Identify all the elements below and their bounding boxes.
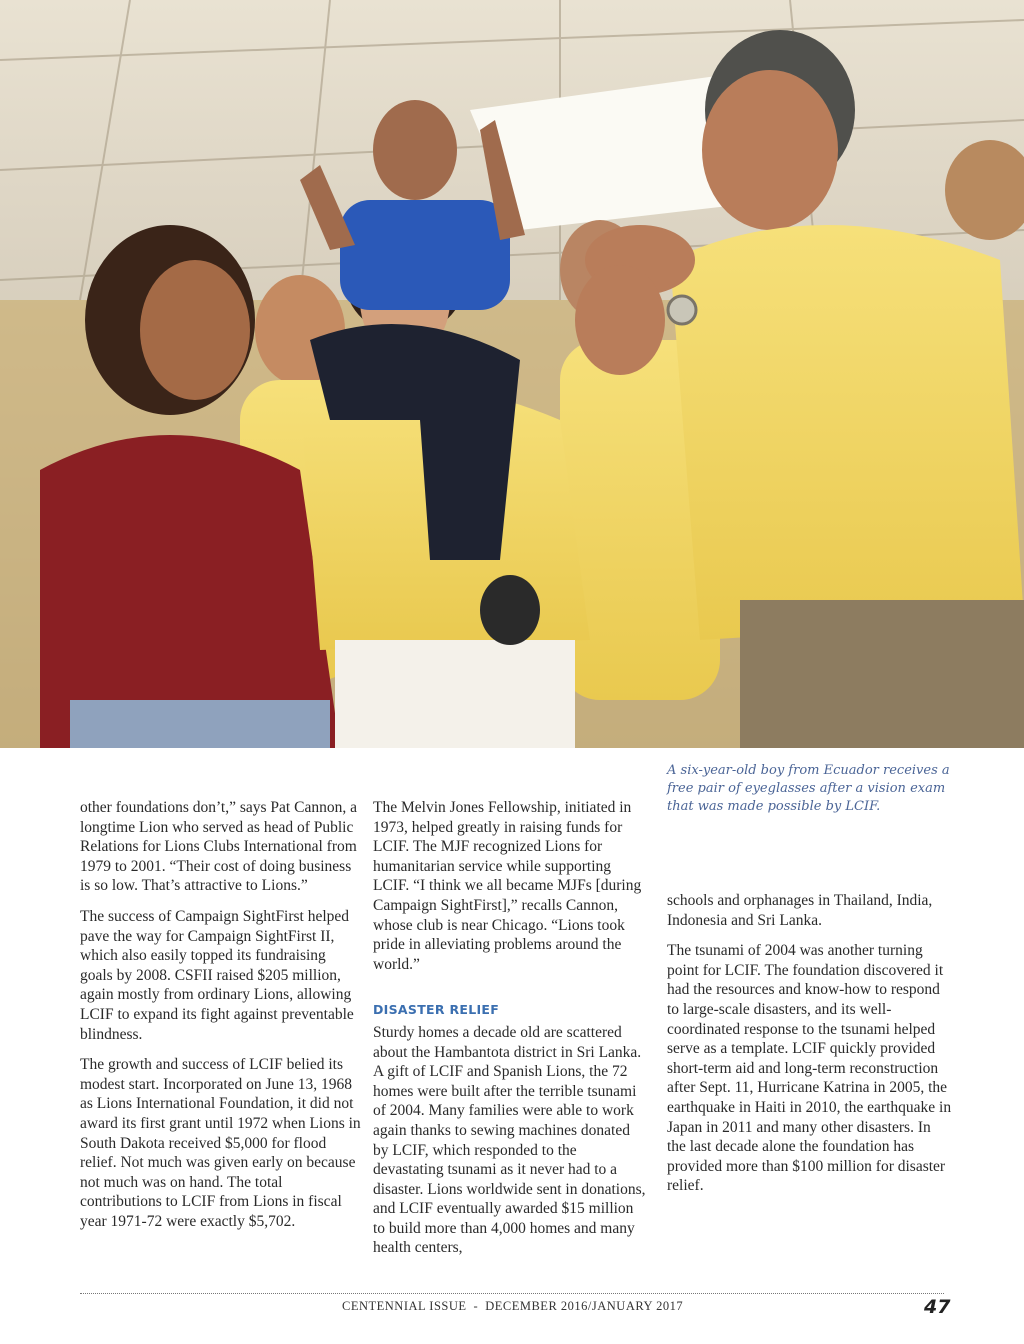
- page-number: 47: [924, 1296, 951, 1318]
- footer-issue-date: DECEMBER 2016/JANUARY 2017: [485, 1299, 684, 1313]
- footer-issue-line: [342, 1299, 683, 1314]
- paragraph: The tsunami of 2004 was another turning point for LCIF. The foundation discovered it had the resources and know-how to respond to large-scale disasters, and its well-coordinated response to the tsunami helped serve as a template. LCIF quickly provided short-term aid and long-term reconstruction after Sept. 11, Hurricane Katrina in 2005, the earthquake in Haiti in 2010, the earthquake in Japan in 2011 and many other disasters. In the last decade alone the foundation has provided more than $100 million for disaster relief.: [667, 942, 952, 1195]
- paragraph: other foundations don’t,” says Pat Cannon, a longtime Lion who served as head of Public Relations for Lions Clubs International from 1979 to 2001. “Their cost of doing business is so low. That’s attractive to Lions.”: [80, 799, 357, 895]
- article-column-3: [667, 891, 952, 1207]
- paragraph: schools and orphanages in Thailand, India, Indonesia and Sri Lanka.: [667, 892, 933, 929]
- paragraph: The growth and success of LCIF belied its modest start. Incorporated on June 13, 1968 as Lions International Foundation, it did not award its first grant until 1972 when Lions in South Dakota received $5,000 for flood relief. Not much was given early on because not much was on hand. The total contributions to LCIF from Lions in fiscal year 1971-72 were exactly $5,702.: [80, 1056, 361, 1230]
- footer-divider: [80, 1293, 944, 1294]
- photo-caption: A six-year-old boy from Ecuador receives a free pair of eyeglasses after a vision exam that was made possible by LCIF.: [667, 763, 950, 814]
- article-column-2: [373, 798, 647, 1269]
- paragraph: The Melvin Jones Fellowship, initiated in 1973, helped greatly in raising funds for LCIF. The MJF recognized Lions for humanitarian service while supporting LCIF. “I think we all became MJFs [during Campaign SightFirst],” recalls Cannon, whose club is near Chicago. “Lions took pride in alleviating problems around the world.”: [373, 799, 642, 973]
- footer-separator: -: [473, 1299, 479, 1313]
- article-column-1: [80, 798, 362, 1242]
- section-heading: DISASTER RELIEF: [373, 1002, 500, 1018]
- paragraph: The success of Campaign SightFirst helped pave the way for Campaign SightFirst II, which also easily topped its fundraising goals by 2008. CSFII raised $205 million, again mostly from ordinary Lions, allowing LCIF to expand its fight against preventable blindness.: [80, 907, 354, 1043]
- footer-issue-name: CENTENNIAL ISSUE: [342, 1299, 467, 1313]
- paragraph: Sturdy homes a decade old are scattered about the Hambantota district in Sri Lanka. A gift of LCIF and Spanish Lions, the 72 homes were built after the terrible tsunami of 2004. Many families were able to work again thanks to sewing machines donated by LCIF, which responded to the devastating tsunami as it never had to a disaster. Lions worldwide sent in donations, and LCIF eventually awarded $15 million to build more than 4,000 homes and many health centers,: [373, 1023, 646, 1257]
